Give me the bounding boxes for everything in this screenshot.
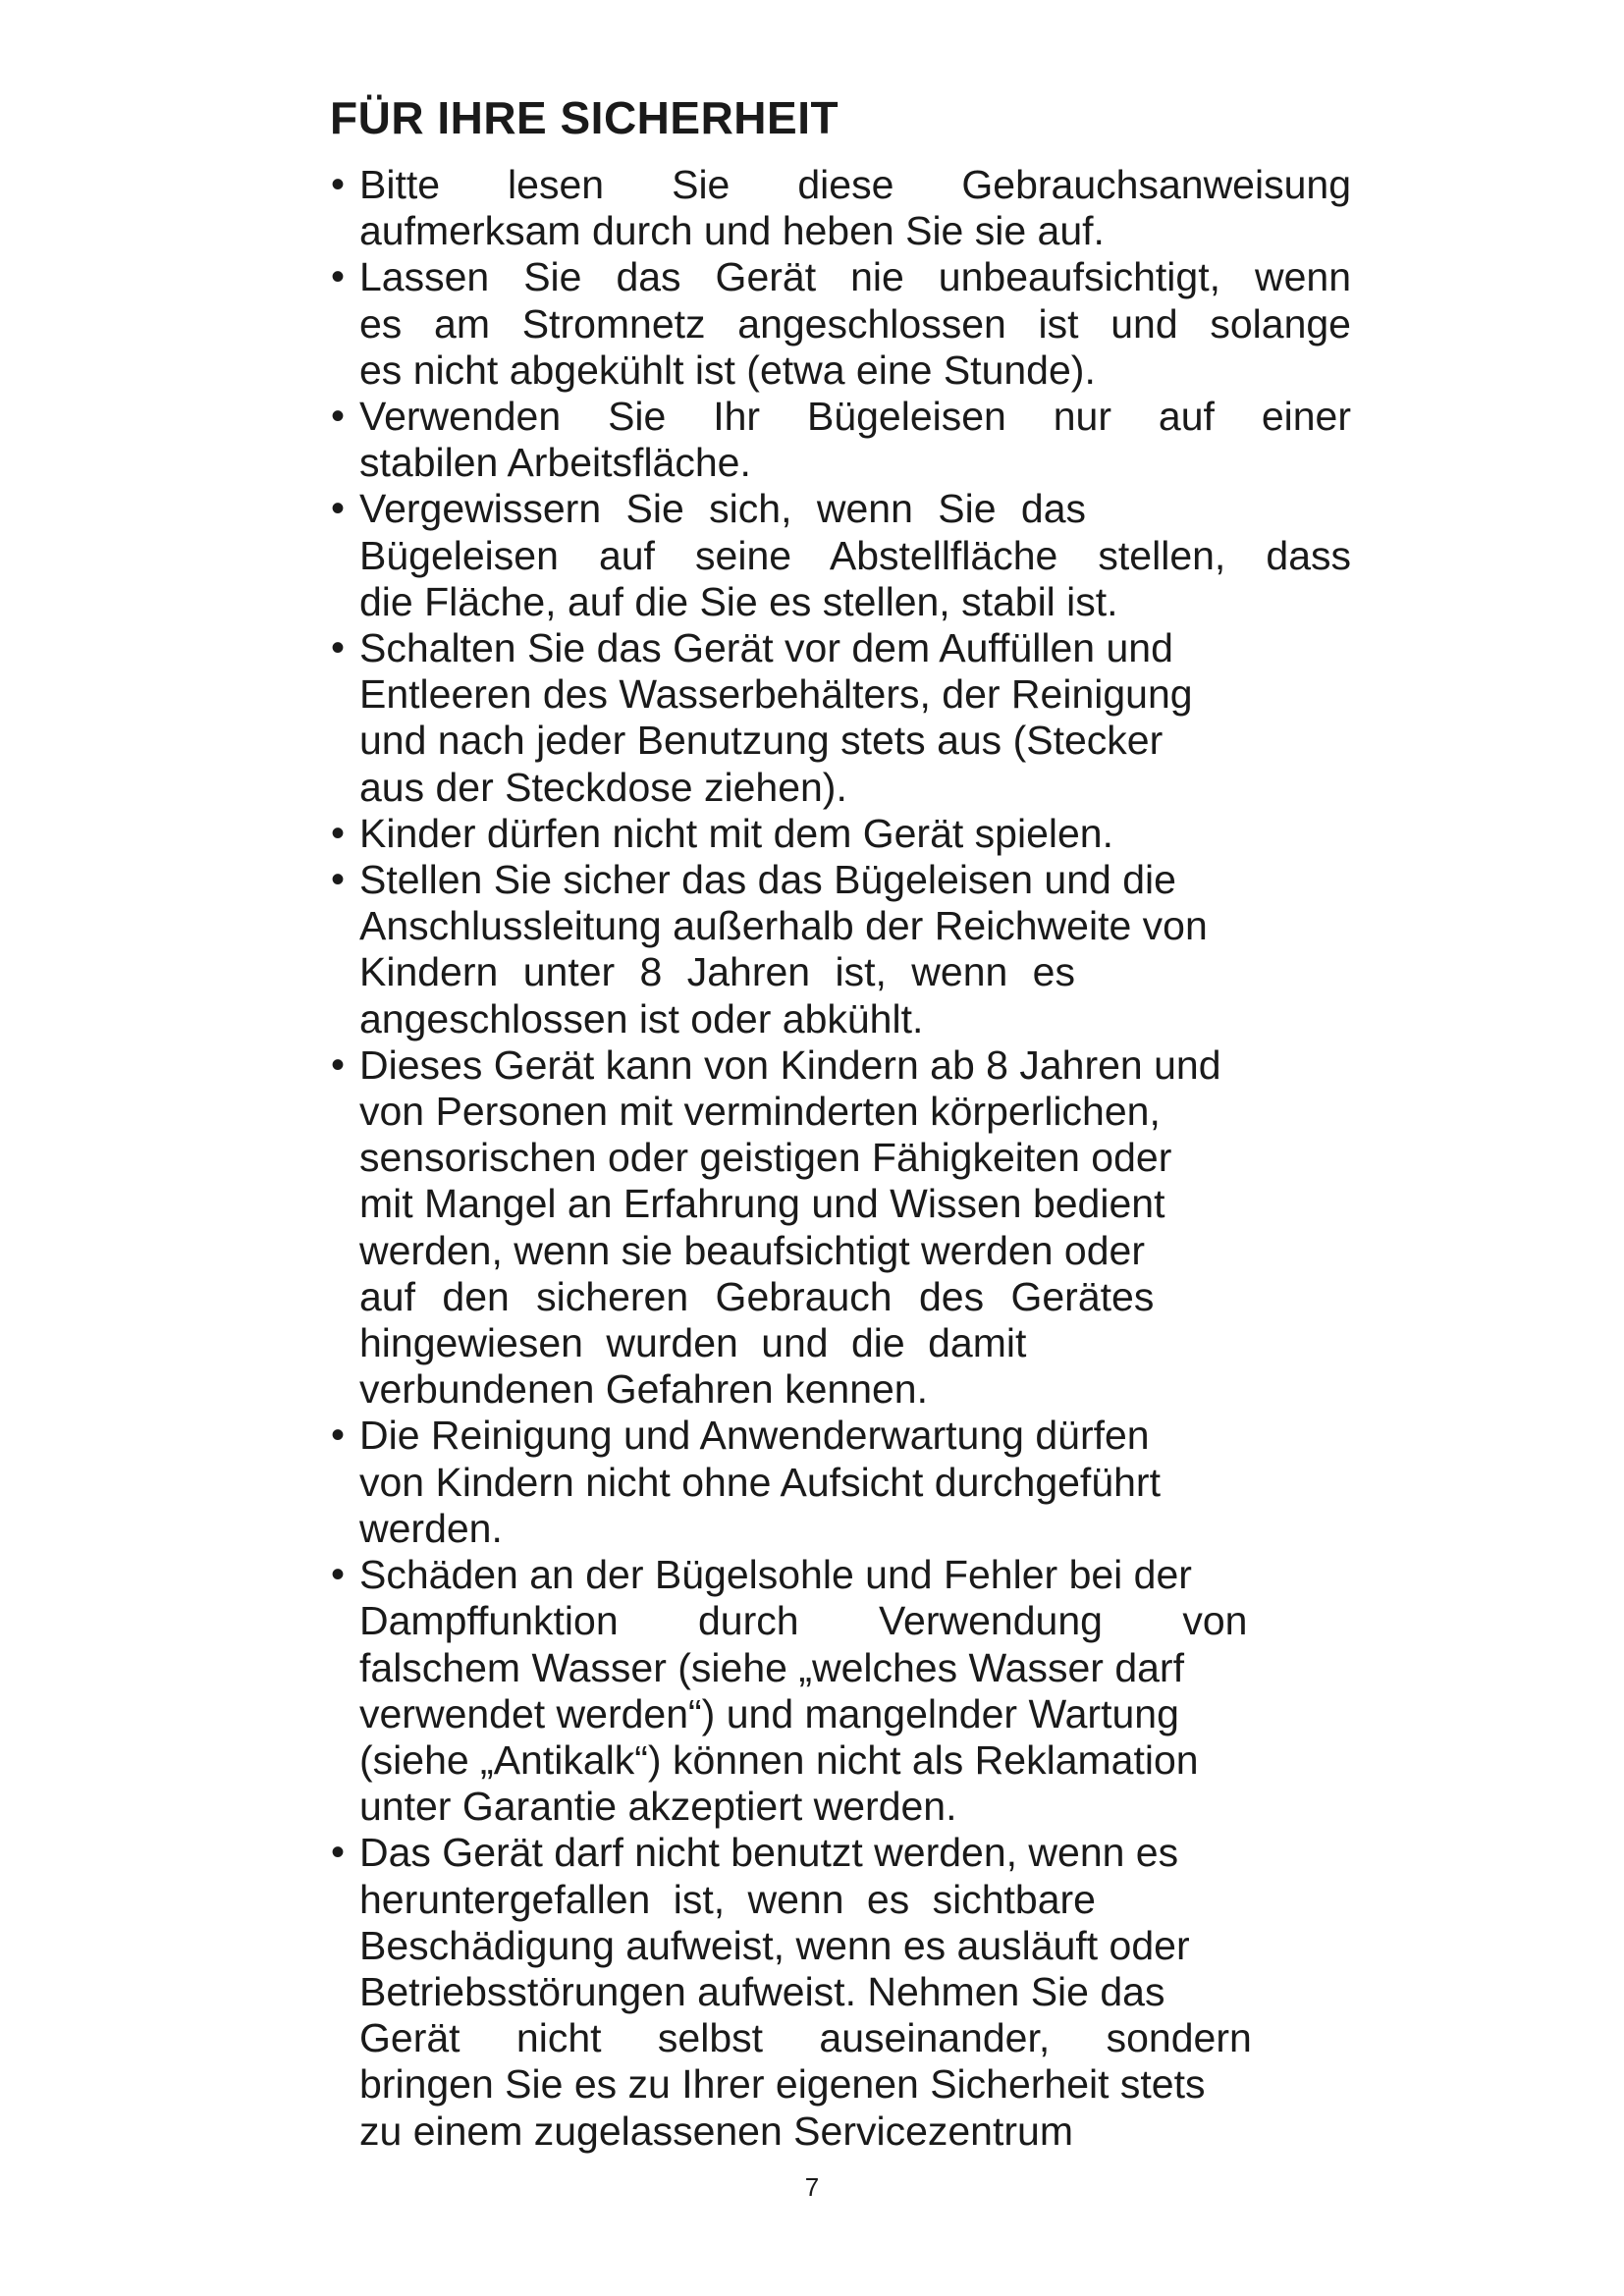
text-line: unter Garantie akzeptiert werden. [359, 1784, 957, 1830]
text-line: es am Stromnetz angeschlossen ist und solange [359, 300, 1351, 347]
list-item [330, 1552, 1351, 1830]
bullet-icon: • [331, 395, 346, 439]
text-line: Das Gerät darf nicht benutzt werden, wenn es [359, 1830, 1179, 1876]
text-line: Dieses Gerät kann von Kindern ab 8 Jahren und [359, 1041, 1221, 1088]
bullet-icon: • [331, 487, 346, 531]
text-line: Kinder dürfen nicht mit dem Gerät spielen. [359, 810, 1113, 856]
bullet-icon: • [331, 1553, 346, 1597]
text-line: Kindern unter 8 Jahren ist, wenn es [359, 949, 1075, 995]
text-line: zu einem zugelassenen Servicezentrum [359, 2108, 1073, 2154]
text-line: Dampffunktion durch Verwendung von [359, 1598, 1248, 1644]
text-line: die Fläche, auf die Sie es stellen, stabil ist. [359, 578, 1118, 624]
text-line: aufmerksam durch und heben Sie sie auf. [359, 208, 1105, 254]
text-line: Bügeleisen auf seine Abstellfläche stellen, dass [359, 532, 1351, 578]
text-line: von Kindern nicht ohne Aufsicht durchgeführt [359, 1459, 1161, 1505]
text-line: werden, wenn sie beaufsichtigt werden oder [359, 1227, 1145, 1273]
section-heading: FÜR IHRE SICHERHEIT [330, 92, 839, 143]
bullet-icon: • [331, 626, 346, 670]
text-line: heruntergefallen ist, wenn es sichtbare [359, 1876, 1096, 1922]
page-number: 7 [804, 2172, 820, 2202]
text-line: und nach jeder Benutzung stets aus (Stecker [359, 718, 1164, 764]
text-line: auf den sicheren Gebrauch des Gerätes [359, 1273, 1155, 1319]
list-item [330, 394, 1351, 486]
text-line: Bitte lesen Sie diese Gebrauchsanweisung [359, 162, 1351, 207]
text-line: bringen Sie es zu Ihrer eigenen Sicherheit stets [359, 2061, 1206, 2108]
list-item [330, 1042, 1351, 1414]
list-item [330, 254, 1351, 394]
text-line: von Personen mit verminderten körperlichen, [359, 1089, 1161, 1135]
list-item [330, 1413, 1351, 1552]
safety-instructions-list [330, 162, 1351, 2155]
text-line: stabilen Arbeitsfläche. [359, 440, 751, 486]
bullet-icon: • [331, 811, 346, 855]
list-item [330, 811, 1351, 857]
list-item [330, 625, 1351, 811]
text-line: angeschlossen ist oder abkühlt. [359, 995, 924, 1041]
text-line: Entleeren des Wasserbehälters, der Reinigung [359, 671, 1193, 718]
list-item [330, 486, 1351, 625]
text-line: Verwenden Sie Ihr Bügeleisen nur auf einer [359, 394, 1351, 440]
text-line: Schäden an der Bügelsohle und Fehler bei der [359, 1552, 1192, 1598]
text-line: Beschädigung aufweist, wenn es ausläuft oder [359, 1922, 1190, 1968]
text-line: Stellen Sie sicher das das Bügeleisen und die [359, 857, 1176, 903]
text-line: falschem Wasser (siehe „welches Wasser darf [359, 1644, 1184, 1690]
text-line: werden. [359, 1505, 503, 1551]
bullet-icon: • [331, 1831, 346, 1875]
bullet-icon: • [331, 255, 346, 299]
bullet-icon: • [331, 163, 346, 206]
text-line: Anschlussleitung außerhalb der Reichweite von [359, 903, 1208, 949]
bullet-icon: • [331, 1414, 346, 1458]
text-line: Die Reinigung und Anwenderwartung dürfen [359, 1413, 1150, 1459]
text-line: mit Mangel an Erfahrung und Wissen bedient [359, 1181, 1165, 1227]
bullet-icon: • [331, 858, 346, 902]
list-item [330, 1830, 1351, 2154]
text-line: (siehe „Antikalk“) können nicht als Reklamation [359, 1736, 1199, 1783]
text-line: Vergewissern Sie sich, wenn Sie das [359, 486, 1087, 532]
bullet-icon: • [331, 1042, 346, 1087]
text-line: verwendet werden“) und mangelnder Wartung [359, 1690, 1179, 1736]
text-line: Betriebsstörungen aufweist. Nehmen Sie das [359, 1968, 1165, 2014]
text-line: Gerät nicht selbst auseinander, sondern [359, 2015, 1252, 2061]
text-line: es nicht abgekühlt ist (etwa eine Stunde). [359, 347, 1096, 393]
text-line: aus der Steckdose ziehen). [359, 764, 847, 810]
text-line: sensorischen oder geistigen Fähigkeiten oder [359, 1135, 1172, 1181]
text-line: Schalten Sie das Gerät vor dem Auffüllen und [359, 625, 1173, 671]
text-line: hingewiesen wurden und die damit [359, 1320, 1027, 1366]
text-line: Lassen Sie das Gerät nie unbeaufsichtigt, wenn [359, 254, 1351, 300]
list-item [330, 162, 1351, 254]
text-line: verbundenen Gefahren kennen. [359, 1366, 929, 1413]
list-item [330, 857, 1351, 1042]
